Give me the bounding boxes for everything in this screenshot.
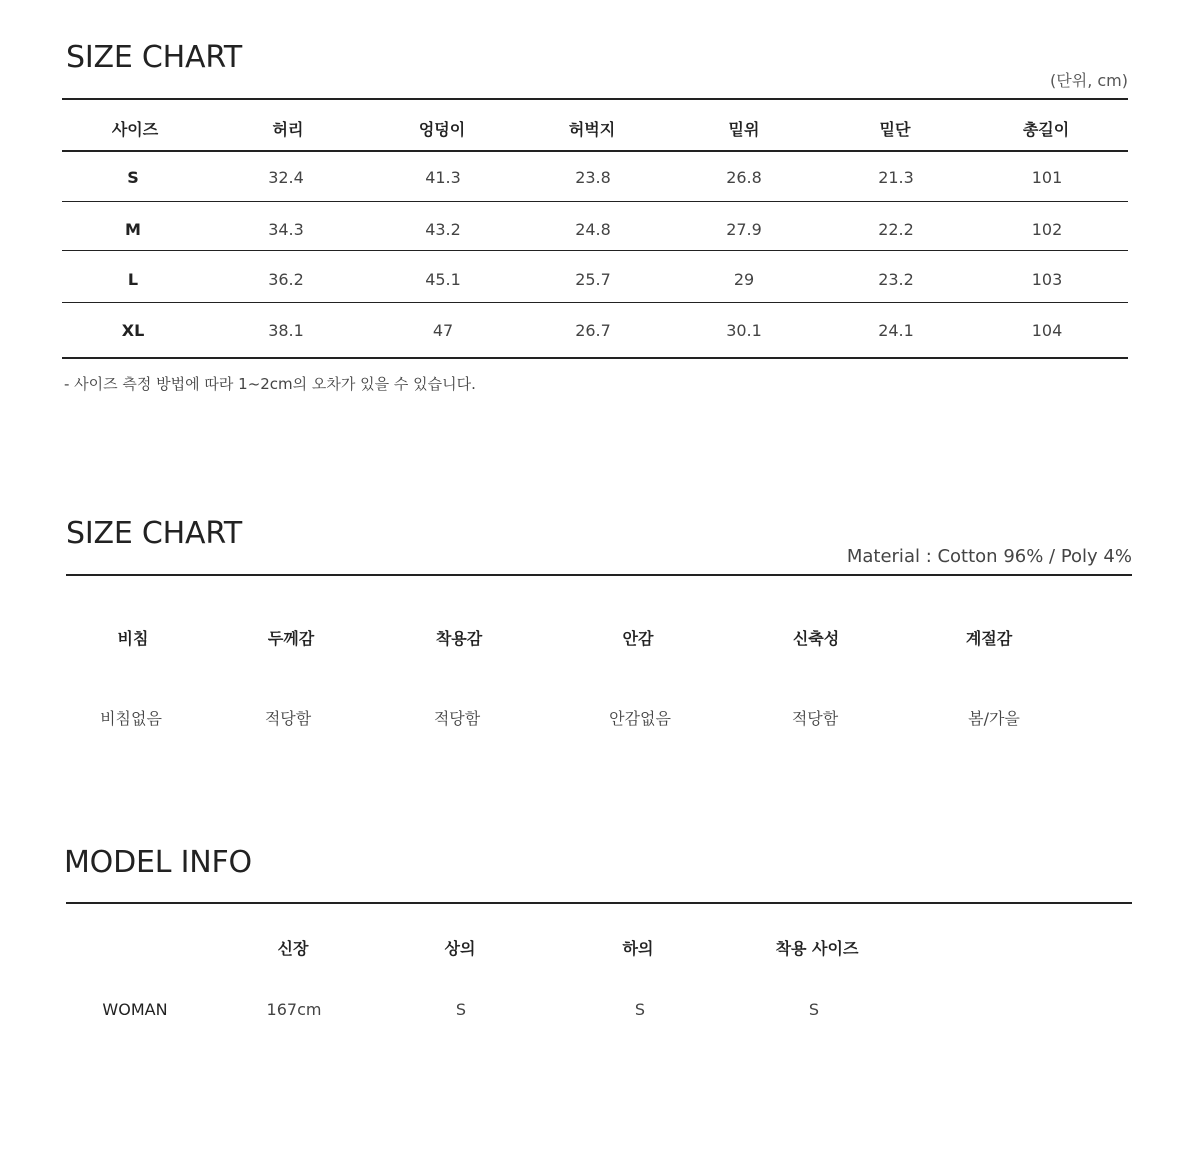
header-lining: 안감 <box>622 629 654 648</box>
model-label: WOMAN <box>102 1000 168 1019</box>
material-note: Material : Cotton 96% / Poly 4% <box>846 546 1132 567</box>
value-waist: 38.1 <box>268 321 304 340</box>
header-rise: 밑위 <box>728 120 760 139</box>
header-sheerness: 비침 <box>117 629 149 648</box>
table-row-divider <box>62 201 1128 202</box>
value-waist: 36.2 <box>268 270 304 289</box>
header-height: 신장 <box>277 939 309 958</box>
header-worn-size: 착용 사이즈 <box>775 939 859 958</box>
size-label: L <box>127 270 139 289</box>
value-hem: 22.2 <box>878 220 914 239</box>
model-info-title: MODEL INFO <box>64 845 252 880</box>
value-hem: 21.3 <box>878 168 914 187</box>
header-thickness: 두께감 <box>267 629 315 648</box>
value-top: S <box>455 1000 467 1019</box>
value-lining: 안감없음 <box>609 709 671 728</box>
table-row-divider <box>62 250 1128 251</box>
size-label: M <box>125 220 141 239</box>
header-top: 상의 <box>444 939 476 958</box>
value-hip: 43.2 <box>425 220 461 239</box>
value-stretch: 적당함 <box>791 709 839 728</box>
header-hem: 밑단 <box>879 120 911 139</box>
table-top-rule <box>62 98 1128 100</box>
value-worn-size: S <box>808 1000 820 1019</box>
model-top-rule <box>66 902 1132 904</box>
header-stretch: 신축성 <box>792 629 840 648</box>
value-thigh: 24.8 <box>575 220 611 239</box>
header-bottom: 하의 <box>622 939 654 958</box>
value-hip: 41.3 <box>425 168 461 187</box>
unit-note: (단위, cm) <box>1050 71 1128 90</box>
value-rise: 30.1 <box>726 321 762 340</box>
size-label: S <box>127 168 139 187</box>
measurement-footnote: - 사이즈 측정 방법에 따라 1~2cm의 오차가 있을 수 있습니다. <box>64 375 476 393</box>
header-season: 계절감 <box>965 629 1013 648</box>
header-fit: 착용감 <box>435 629 483 648</box>
value-season: 봄/가을 <box>968 709 1020 728</box>
value-hip: 47 <box>432 321 454 340</box>
fabric-top-rule <box>66 574 1132 576</box>
value-thigh: 23.8 <box>575 168 611 187</box>
size-label: XL <box>121 321 145 340</box>
value-thigh: 26.7 <box>575 321 611 340</box>
value-bottom: S <box>634 1000 646 1019</box>
value-rise: 29 <box>733 270 755 289</box>
value-hem: 23.2 <box>878 270 914 289</box>
value-height: 167cm <box>266 1000 322 1019</box>
fabric-chart-title: SIZE CHART <box>66 516 242 551</box>
header-thigh: 허벅지 <box>568 120 616 139</box>
value-waist: 32.4 <box>268 168 304 187</box>
value-hem: 24.1 <box>878 321 914 340</box>
value-sheerness: 비침없음 <box>100 709 162 728</box>
header-hip: 엉덩이 <box>418 120 466 139</box>
value-thigh: 25.7 <box>575 270 611 289</box>
value-length: 104 <box>1031 321 1063 340</box>
header-waist: 허리 <box>272 120 304 139</box>
value-rise: 27.9 <box>726 220 762 239</box>
value-waist: 34.3 <box>268 220 304 239</box>
header-length: 총길이 <box>1022 120 1070 139</box>
value-hip: 45.1 <box>425 270 461 289</box>
value-fit: 적당함 <box>433 709 481 728</box>
header-size: 사이즈 <box>111 120 159 139</box>
table-bottom-rule <box>62 357 1128 359</box>
value-thickness: 적당함 <box>264 709 312 728</box>
size-chart-title: SIZE CHART <box>66 40 242 75</box>
value-length: 101 <box>1031 168 1063 187</box>
value-length: 103 <box>1031 270 1063 289</box>
table-header-rule <box>62 150 1128 152</box>
table-row-divider <box>62 302 1128 303</box>
value-rise: 26.8 <box>726 168 762 187</box>
value-length: 102 <box>1031 220 1063 239</box>
